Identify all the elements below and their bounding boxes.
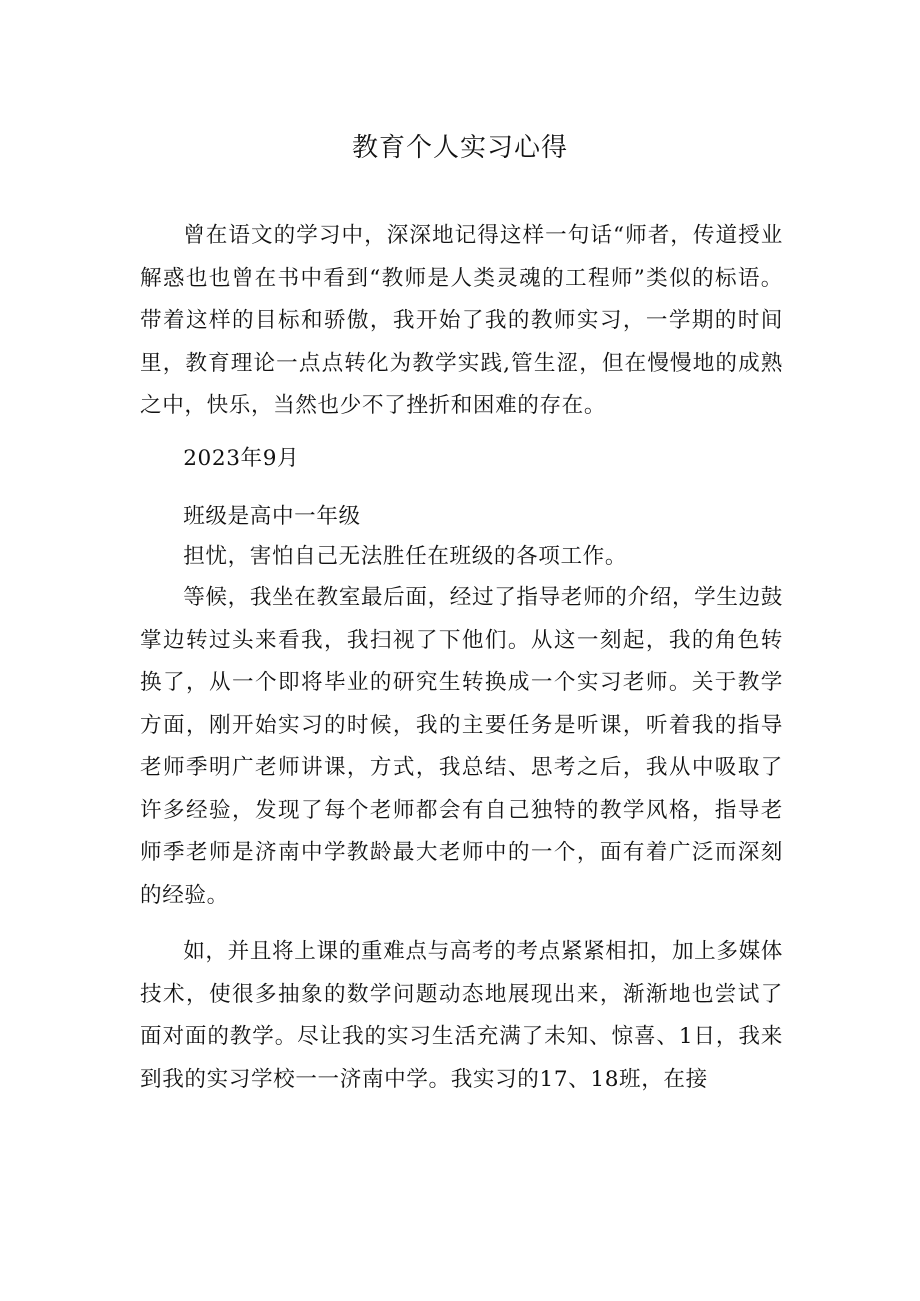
paragraph-intro: 曾在语文的学习中，深深地记得这样一句话“师者，传道授业解惑也也曾在书中看到“教师是人类灵魂的工程师”类似的标语。带着这样的目标和骄傲，我开始了我的教师实习，一学期的时间里，教育理论一点点转化为教学实践,管生涩，但在慢慢地的成熟之中，快乐，当然也少不了挫折和困难的存在。 [140, 223, 783, 418]
document-body [140, 215, 783, 1101]
paragraph-teaching: 如，并且将上课的重难点与高考的考点紧紧相扣，加上多媒体技术，使很多抽象的数学问题动态地展现出来，渐渐地也尝试了面对面的教学。尽让我的实习生活充满了未知、惊喜、1日，我来到我的实习学校一一济南中学。我实习的17、18班，在接 [140, 939, 783, 1092]
paragraph-date: 2023年9月 [183, 445, 300, 471]
paragraph-worry: 担忧，害怕自己无法胜任在班级的各项工作。 [183, 544, 628, 569]
paragraph-class: 班级是高中一年级 [183, 504, 361, 529]
document-title: 教育个人实习心得 [351, 133, 568, 163]
paragraph-waiting: 等候，我坐在教室最后面，经过了指导老师的介绍，学生边鼓掌边转过头来看我，我扫视了下他们。从这一刻起，我的角色转换了，从一个即将毕业的研究生转换成一个实习老师。关于教学方面，刚开始实习的时候，我的主要任务是听课，听着我的指导老师季明广老师讲课，方式，我总结、思考之后，我从中吸取了许多经验，发现了每个老师都会有自己独特的教学风格，指导老师季老师是济南中学教龄最大老师中的一个，面有着广泛而深刻的经验。 [140, 585, 783, 908]
